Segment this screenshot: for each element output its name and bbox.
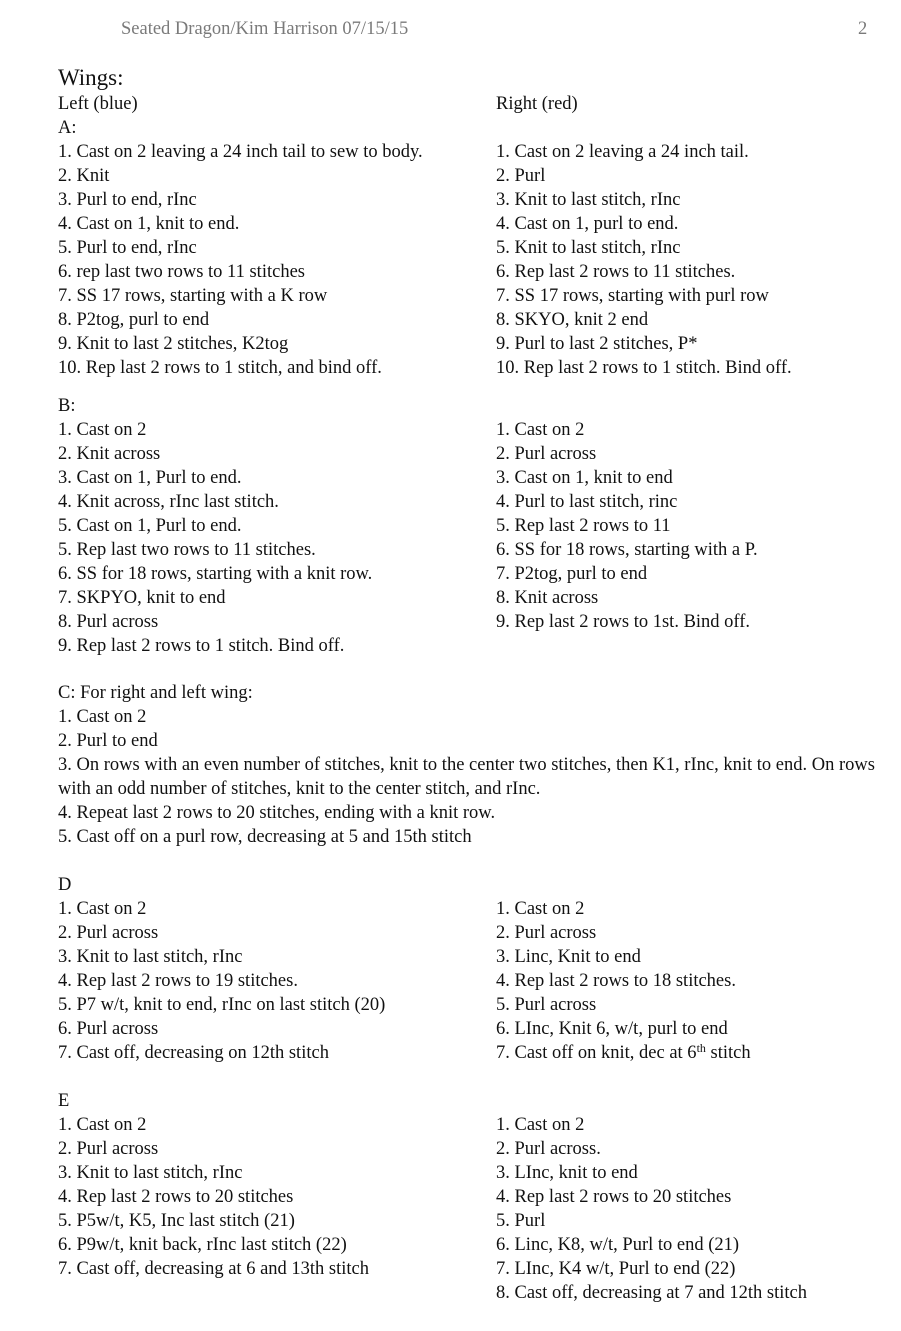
instruction-line: 5. Purl to end, rInc xyxy=(58,238,197,258)
instruction-line: 6. rep last two rows to 11 stitches xyxy=(58,262,305,282)
instruction-line: 1. Cast on 2 xyxy=(496,420,585,440)
section-c xyxy=(58,681,878,849)
instruction-line: 10. Rep last 2 rows to 1 stitch. Bind off. xyxy=(496,358,792,378)
instruction-line: 1. Cast on 2 leaving a 24 inch tail. xyxy=(496,142,749,162)
instruction-line: 8. P2tog, purl to end xyxy=(58,310,210,330)
section-a-right xyxy=(496,92,792,380)
ordinal-suffix: th xyxy=(696,1041,706,1055)
instruction-line: 4. Purl to last stitch, rinc xyxy=(496,492,678,512)
instruction-line: 6. SS for 18 rows, starting with a P. xyxy=(496,540,758,560)
instruction-line: 2. Purl across. xyxy=(496,1139,601,1159)
instruction-line: 3. Purl to end, rInc xyxy=(58,190,197,210)
instruction-line: 5. Cast on 1, Purl to end. xyxy=(58,516,242,536)
section-c-label: C: For right and left wing: xyxy=(58,683,253,703)
instruction-line: 2. Knit across xyxy=(58,444,161,464)
instruction-line: 3. Cast on 1, knit to end xyxy=(496,468,673,488)
instruction-line: 6. SS for 18 rows, starting with a knit row. xyxy=(58,564,373,584)
instruction-line: 1. Cast on 2 leaving a 24 inch tail to sew to body. xyxy=(58,142,423,162)
instruction-line: 7. Cast off, decreasing at 6 and 13th stitch xyxy=(58,1259,370,1279)
page-number: 2 xyxy=(858,19,868,39)
instruction-line: 2. Purl across xyxy=(496,444,597,464)
instruction-line: 7. SKPYO, knit to end xyxy=(58,588,226,608)
instruction-line: 1. Cast on 2 xyxy=(496,899,585,919)
instruction-line: 5. Knit to last stitch, rInc xyxy=(496,238,681,258)
instruction-line: 4. Rep last 2 rows to 19 stitches. xyxy=(58,971,298,991)
instruction-line: 4. Rep last 2 rows to 18 stitches. xyxy=(496,971,736,991)
page-header xyxy=(0,19,901,45)
instruction-line: 6. Purl across xyxy=(58,1019,159,1039)
instruction-line: 1. Cast on 2 xyxy=(58,707,147,727)
instruction-line: 2. Knit xyxy=(58,166,110,186)
instruction-line: 4. Cast on 1, knit to end. xyxy=(58,214,240,234)
instruction-line: 7. SS 17 rows, starting with a K row xyxy=(58,286,328,306)
instruction-line: 5. Purl xyxy=(496,1211,546,1231)
instruction-line: 4. Cast on 1, purl to end. xyxy=(496,214,679,234)
instruction-line: 5. P5w/t, K5, Inc last stitch (21) xyxy=(58,1211,295,1231)
instruction-line: 2. Purl xyxy=(496,166,546,186)
instruction-line: 2. Purl across xyxy=(58,1139,159,1159)
instruction-line: 5. Cast off on a purl row, decreasing at 5 and 15th stitch xyxy=(58,827,472,847)
instruction-line: 8. Purl across xyxy=(58,612,159,632)
instruction-line: 7. Cast off on knit, dec at 6th stitch xyxy=(496,1041,751,1063)
section-b-left xyxy=(58,394,372,658)
section-e-label: E xyxy=(58,1091,70,1111)
instruction-line: 6. Linc, K8, w/t, Purl to end (21) xyxy=(496,1235,740,1255)
section-d-left xyxy=(58,873,385,1065)
instruction-line: 3. Linc, Knit to end xyxy=(496,947,641,967)
section-d-right xyxy=(496,897,751,1065)
instruction-line: 8. SKYO, knit 2 end xyxy=(496,310,649,330)
instruction-line: 2. Purl across xyxy=(58,923,159,943)
instruction-line: 6. LInc, Knit 6, w/t, purl to end xyxy=(496,1019,728,1039)
instruction-line: 4. Knit across, rInc last stitch. xyxy=(58,492,279,512)
section-b-right xyxy=(496,418,758,634)
instruction-line: 9. Rep last 2 rows to 1st. Bind off. xyxy=(496,612,751,632)
instruction-line: 3. Knit to last stitch, rInc xyxy=(58,947,243,967)
instruction-line: 6. Rep last 2 rows to 11 stitches. xyxy=(496,262,736,282)
instruction-line: 3. Cast on 1, Purl to end. xyxy=(58,468,242,488)
instruction-line: 3. Knit to last stitch, rInc xyxy=(58,1163,243,1183)
instruction-line: 9. Knit to last 2 stitches, K2tog xyxy=(58,334,289,354)
instruction-line: 7. P2tog, purl to end xyxy=(496,564,648,584)
instruction-line: 1. Cast on 2 xyxy=(58,899,147,919)
instruction-line: 9. Rep last 2 rows to 1 stitch. Bind off. xyxy=(58,636,345,656)
document-title: Seated Dragon/Kim Harrison 07/15/15 xyxy=(121,19,409,39)
instruction-line: 8. Cast off, decreasing at 7 and 12th stitch xyxy=(496,1283,808,1303)
instruction-line: 7. LInc, K4 w/t, Purl to end (22) xyxy=(496,1259,736,1279)
right-red-subheading: Right (red) xyxy=(496,94,578,114)
instruction-line: 7. Cast off, decreasing on 12th stitch xyxy=(58,1043,329,1063)
wings-heading: Wings: xyxy=(58,65,124,90)
instruction-line: 4. Rep last 2 rows to 20 stitches xyxy=(58,1187,294,1207)
instruction-line: 1. Cast on 2 xyxy=(58,1115,147,1135)
instruction-line: 5. Rep last 2 rows to 11 xyxy=(496,516,671,536)
section-d-label: D xyxy=(58,875,72,895)
section-a-left xyxy=(58,92,423,380)
instruction-line: 3. LInc, knit to end xyxy=(496,1163,638,1183)
instruction-line: 5. Rep last two rows to 11 stitches. xyxy=(58,540,316,560)
instruction-line: 3. On rows with an even number of stitches, knit to the center two stitches, then K1, rInc, knit to end. On rows with an odd number of stitches, knit to the center stitch, and rInc. xyxy=(58,755,875,799)
section-e-left xyxy=(58,1089,369,1281)
instruction-line: 10. Rep last 2 rows to 1 stitch, and bind off. xyxy=(58,358,382,378)
section-e-right xyxy=(496,1113,807,1305)
instruction-line: 2. Purl across xyxy=(496,923,597,943)
instruction-line: 1. Cast on 2 xyxy=(58,420,147,440)
instruction-line: 4. Rep last 2 rows to 20 stitches xyxy=(496,1187,732,1207)
instruction-line: 8. Knit across xyxy=(496,588,599,608)
left-blue-subheading: Left (blue) xyxy=(58,94,138,114)
instruction-line: 1. Cast on 2 xyxy=(496,1115,585,1135)
section-a-label: A: xyxy=(58,118,77,138)
instruction-line: 2. Purl to end xyxy=(58,731,158,751)
instruction-line: 4. Repeat last 2 rows to 20 stitches, ending with a knit row. xyxy=(58,803,496,823)
instruction-line: 9. Purl to last 2 stitches, P* xyxy=(496,334,698,354)
instruction-line: 7. SS 17 rows, starting with purl row xyxy=(496,286,769,306)
instruction-line: 5. P7 w/t, knit to end, rInc on last stitch (20) xyxy=(58,995,386,1015)
instruction-line: 6. P9w/t, knit back, rInc last stitch (22) xyxy=(58,1235,347,1255)
instruction-line: 3. Knit to last stitch, rInc xyxy=(496,190,681,210)
section-b-label: B: xyxy=(58,396,76,416)
instruction-line: 5. Purl across xyxy=(496,995,597,1015)
